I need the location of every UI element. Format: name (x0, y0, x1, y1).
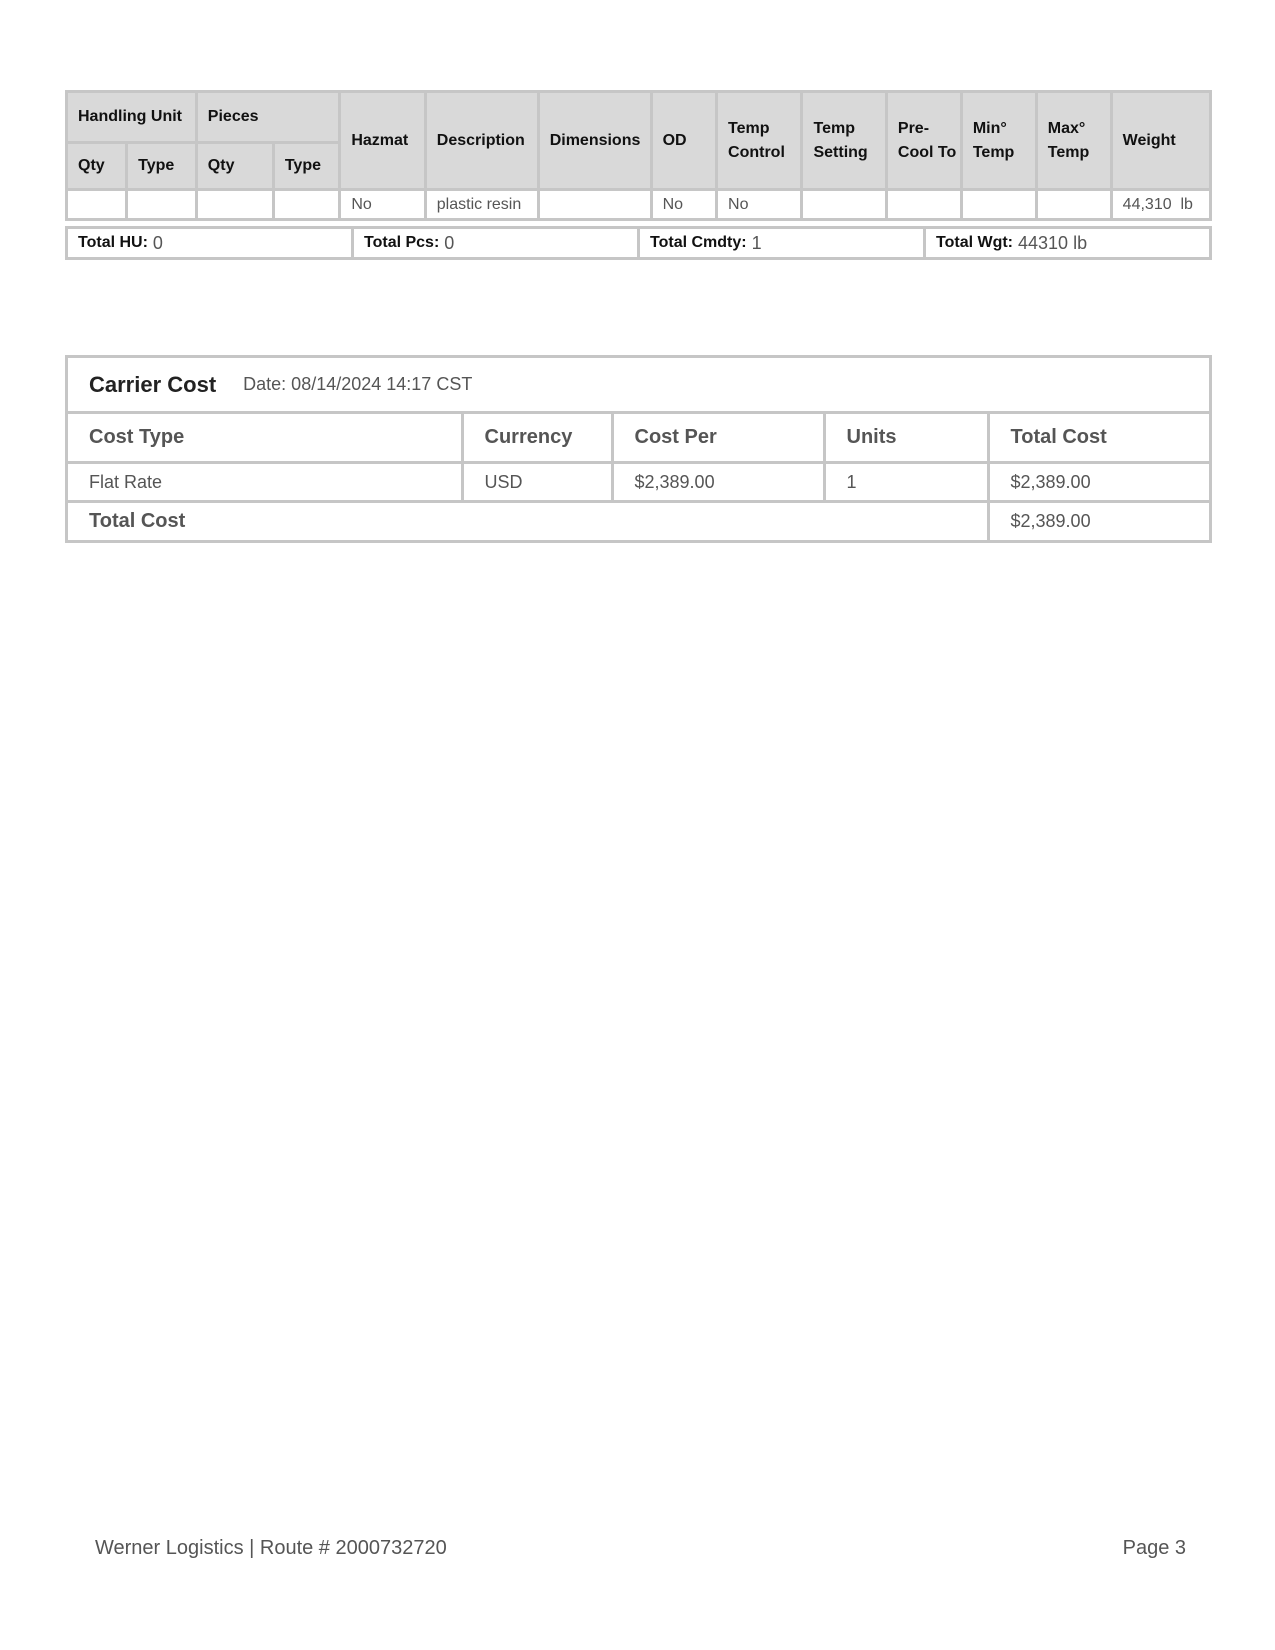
commodity-totals (65, 226, 1212, 260)
carrier-cost-header (68, 358, 1209, 414)
total-pcs-label: Total Pcs: (364, 234, 440, 251)
header-hu-qty: Qty (67, 143, 127, 190)
header-hu-type: Type (127, 143, 197, 190)
cell-hu-qty (67, 190, 127, 220)
cell-pre-cool-to (886, 190, 961, 220)
total-cost-row (68, 502, 1209, 541)
header-min-temp: Min° Temp (961, 92, 1036, 190)
total-cmdty (640, 229, 926, 257)
cell-min-temp (961, 190, 1036, 220)
cell-dimensions (538, 190, 651, 220)
column-header-total-cost: Total Cost (988, 414, 1209, 463)
table-row (67, 190, 1211, 220)
carrier-cost-title: Carrier Cost (89, 371, 217, 397)
footer-route: Werner Logistics | Route # 2000732720 (95, 1537, 447, 1559)
cell-pcs-qty (196, 190, 273, 220)
cell-description: plastic resin (425, 190, 538, 220)
header-pcs-type: Type (273, 143, 339, 190)
column-header-cost-type: Cost Type (68, 414, 462, 463)
carrier-cost-date: Date: 08/14/2024 14:17 CST (243, 374, 473, 394)
header-od: OD (651, 92, 716, 190)
carrier-cost-table (68, 414, 1209, 540)
cell-units: 1 (824, 463, 988, 502)
header-pre-cool-to: Pre-Cool To (886, 92, 961, 190)
header-max-temp: Max° Temp (1036, 92, 1111, 190)
cell-cost-per: $2,389.00 (612, 463, 824, 502)
header-weight: Weight (1111, 92, 1210, 190)
cell-total-cost: $2,389.00 (988, 463, 1209, 502)
total-hu-value: 0 (152, 232, 163, 253)
cell-cost-type: Flat Rate (68, 463, 462, 502)
header-handling-unit: Handling Unit (67, 92, 197, 143)
table-row (68, 463, 1209, 502)
footer-page-number: Page 3 (1122, 1537, 1186, 1559)
header-temp-setting: Temp Setting (802, 92, 886, 190)
cell-currency: USD (462, 463, 612, 502)
cell-max-temp (1036, 190, 1111, 220)
cell-weight: 44,310 lb (1111, 190, 1210, 220)
header-hazmat: Hazmat (340, 92, 425, 190)
header-temp-control: Temp Control (717, 92, 802, 190)
cell-hazmat: No (340, 190, 425, 220)
column-header-units: Units (824, 414, 988, 463)
total-cost-value: $2,389.00 (988, 502, 1209, 541)
header-pcs-qty: Qty (196, 143, 273, 190)
total-pcs (354, 229, 640, 257)
cell-temp-control: No (717, 190, 802, 220)
column-header-cost-per: Cost Per (612, 414, 824, 463)
header-pieces: Pieces (196, 92, 340, 143)
header-description: Description (425, 92, 538, 190)
total-wgt (926, 229, 1209, 257)
carrier-cost-section (65, 355, 1212, 543)
cell-temp-setting (802, 190, 886, 220)
cell-pcs-type (273, 190, 339, 220)
total-pcs-value: 0 (444, 232, 455, 253)
total-cmdty-value: 1 (751, 232, 762, 253)
header-dimensions: Dimensions (538, 92, 651, 190)
total-cmdty-label: Total Cmdty: (650, 234, 747, 251)
total-hu (68, 229, 354, 257)
total-cost-label: Total Cost (68, 502, 988, 541)
total-wgt-label: Total Wgt: (936, 234, 1014, 251)
cell-hu-type (127, 190, 197, 220)
total-hu-label: Total HU: (78, 234, 148, 251)
cell-od: No (651, 190, 716, 220)
column-header-currency: Currency (462, 414, 612, 463)
commodity-table (65, 90, 1212, 221)
total-wgt-value: 44310 lb (1018, 232, 1088, 253)
